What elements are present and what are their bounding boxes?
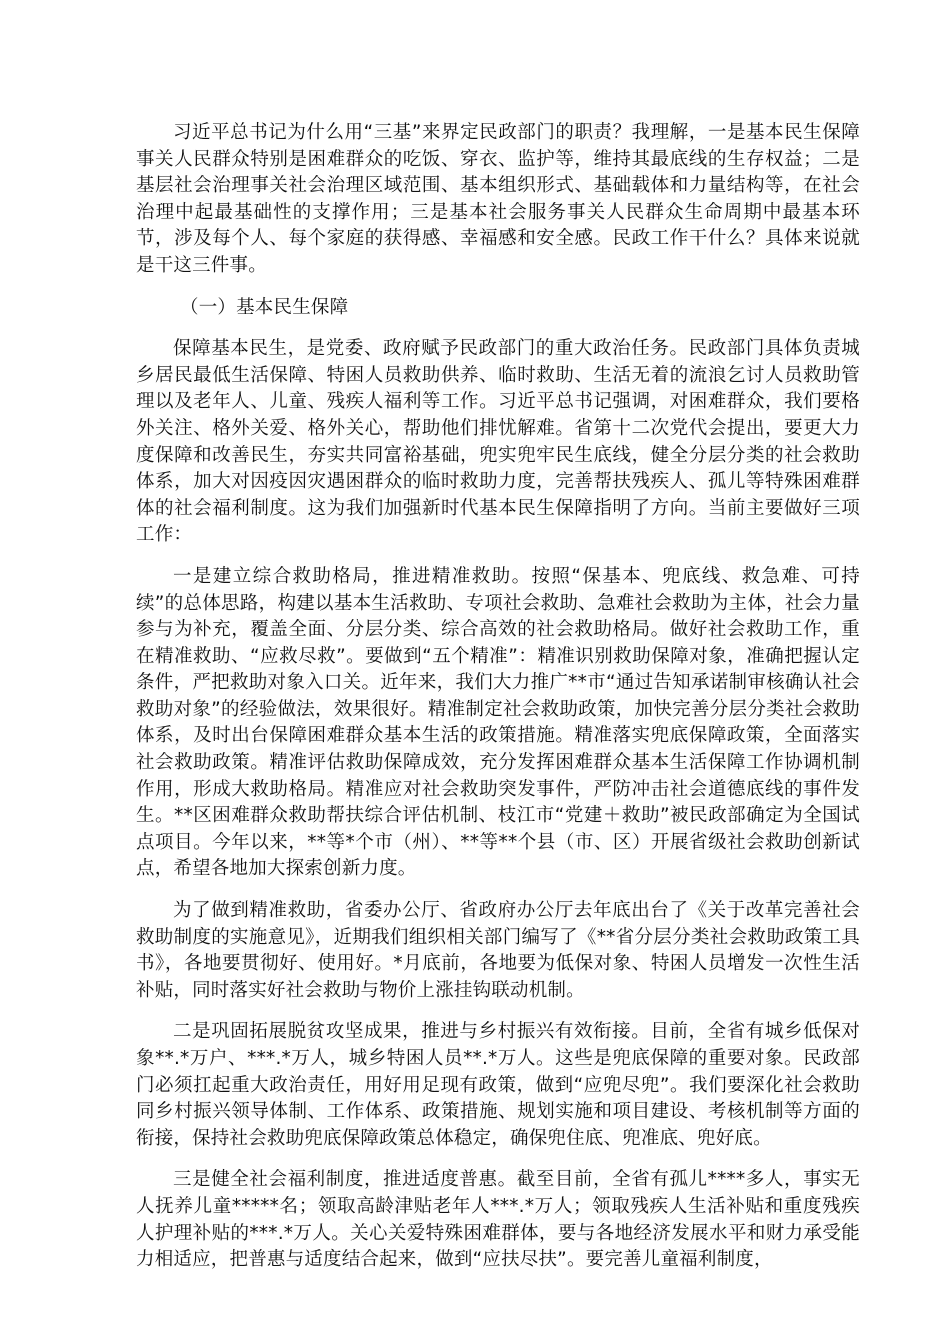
section-heading-basic-livelihood: （一）基本民生保障 [180,296,349,318]
paragraph-poverty-alleviation: 二是巩固拓展脱贫攻坚成果，推进与乡村振兴有效衔接。目前，全省有城乡低保对象**.*万户、***.*万人，城乡特困人员**.*万人。这些是兜底保障的重要对象。民政部门必须扛起重大政治责任，用好用足现有政策，做到“应兜尽兜”。我们要深化社会救助同乡村振兴领导体制、工作体系、政策措施、规划实施和项目建设、考核机制等方面的衔接，保持社会救助兜底保障政策总体稳定，确保兜住底、兜准底、兜好底。 [136,1021,860,1149]
document-body [136,120,860,1289]
paragraph-social-welfare: 三是健全社会福利制度，推进适度普惠。截至目前，全省有孤儿****多人，事实无人抚养儿童*****名；领取高龄津贴老年人***.*万人；领取残疾人生活补贴和重度残疾人护理补贴的***.*万人。关心关爱特殊困难群体，要与各地经济发展水平和财力承受能力相适应，把普惠与适度结合起来，做到“应扶尽扶”。要完善儿童福利制度， [136,1169,860,1271]
paragraph-precise-assistance: 为了做到精准救助，省委办公厅、省政府办公厅去年底出台了《关于改革完善社会救助制度的实施意见》，近期我们组织相关部门编写了《**省分层分类社会救助政策工具书》，各地要贯彻好、使用好。*月底前，各地要为低保对象、特困人员增发一次性生活补贴，同时落实好社会救助与物价上涨挂钩联动机制。 [136,900,860,1001]
paragraph-comprehensive-assistance: 一是建立综合救助格局，推进精准救助。按照“保基本、兜底线、救急难、可持续”的总体思路，构建以基本生活救助、专项社会救助、急难社会救助为主体，社会力量参与为补充，覆盖全面、分层分类、综合高效的社会救助格局。做好社会救助工作，重在精准救助、“应救尽救”。要做到“五个精准”：精准识别救助保障对象，准确把握认定条件，严把救助对象入口关。近年来，我们大力推广**市“通过告知承诺制审核确认社会救助对象”的经验做法，效果很好。精准制定社会救助政策，加快完善分层分类社会救助体系，及时出台保障困难群众基本生活的政策措施。精准落实兜底保障政策，全面落实社会救助政策。精准评估救助保障成效，充分发挥困难群众基本生活保障工作协调机制作用，形成大救助格局。精准应对社会救助突发事件，严防冲击社会道德底线的事件发生。**区困难群众救助帮扶综合评估机制、枝江市“党建＋救助”被民政部确定为全国试点项目。今年以来，**等*个市（州）、**等**个县（市、区）开展省级社会救助创新试点，希望各地加大探索创新力度。 [136,565,860,880]
paragraph-livelihood-overview: 保障基本民生，是党委、政府赋予民政部门的重大政治任务。民政部门具体负责城乡居民最低生活保障、特困人员救助供养、临时救助、生活无着的流浪乞讨人员救助管理以及老年人、儿童、残疾人福利等工作。习近平总书记强调，对困难群众，我们要格外关注、格外关爱、格外关心，帮助他们排忧解难。省第十二次党代会提出，要更大力度保障和改善民生，夯实共同富裕基础，兜实兜牢民生底线，健全分层分类的社会救助体系，加大对因疫因灾遇困群众的临时救助力度，完善帮扶残疾人、孤儿等特殊困难群体的社会福利制度。这为我们加强新时代基本民生保障指明了方向。当前主要做好三项工作： [136,338,860,546]
paragraph-sanji-definition: 习近平总书记为什么用“三基”来界定民政部门的职责？我理解，一是基本民生保障事关人民群众特别是困难群众的吃饭、穿衣、监护等，维持其最底线的生存权益；二是基层社会治理事关社会治理区域范围、基本组织形式、基础载体和力量结构等，在社会治理中起最基础性的支撑作用；三是基本社会服务事关人民群众生命周期中最基本环节，涉及每个人、每个家庭的获得感、幸福感和安全感。民政工作干什么？具体来说就是干这三件事。 [136,122,860,276]
